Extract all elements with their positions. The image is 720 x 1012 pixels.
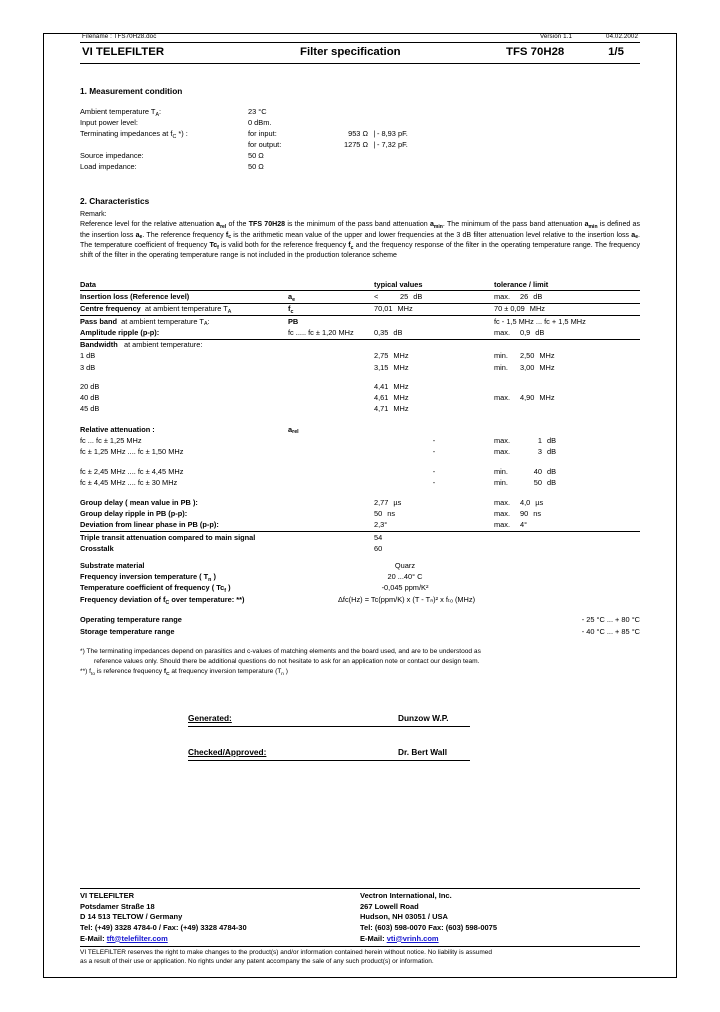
company-name: VI TELEFILTER — [82, 46, 165, 59]
disclaimer-line-2: as a result of their use or application. No rights under any patent accompany the sale of any such product(s) or information. — [80, 958, 434, 966]
table-row — [80, 543, 640, 554]
symbol-ae: $a_e$ — [135, 231, 143, 241]
input-power-value: 0 dBm. — [248, 118, 272, 128]
storage-temperature-value: - 40 °C ... + 85 °C — [581, 626, 640, 636]
table-row — [80, 466, 640, 477]
bandwidth-label: Bandwidth at ambient temperature: — [80, 339, 288, 351]
rel-att-tolerance-2: max. 3 dB — [494, 447, 557, 457]
characteristics-table — [80, 279, 640, 554]
storage-temperature-label: Storage temperature range — [80, 626, 175, 636]
table-row — [80, 161, 640, 172]
bandwidth-45db-typical: 4,71 MHz — [374, 404, 409, 414]
pass-band-symbol: PB — [288, 316, 374, 328]
checked-signature-line — [188, 758, 470, 761]
measurement-condition-table — [80, 107, 640, 172]
generated-value: Dunzow W.P. — [398, 712, 449, 723]
amplitude-ripple-tolerance: max. 0,9 dB — [494, 328, 545, 338]
footer-right-email-link[interactable]: vti@vrinh.com — [386, 933, 439, 943]
symbol-fc-footnote: $f_C$ — [163, 667, 170, 677]
terminating-input-separator: | — [373, 129, 376, 139]
input-power-label: Input power level: — [80, 118, 138, 128]
remark-text-d: . The minimum of the pass band attenuation — [442, 221, 585, 229]
table-row — [80, 415, 640, 424]
table-row — [80, 571, 640, 582]
terminating-input-impedance: 953 Ω — [348, 129, 368, 139]
rel-att-typical-4: - — [432, 477, 436, 487]
insertion-loss-symbol: $a_e$ — [288, 291, 374, 303]
table-row — [80, 316, 640, 328]
remark-part-number: TFS 70H28 — [248, 221, 286, 229]
rel-att-typical-3: - — [432, 466, 436, 476]
footer-right-city: Hudson, NH 03051 / USA — [360, 912, 448, 922]
terminating-output-impedance: 1275 Ω — [343, 140, 368, 150]
rel-att-typical-1: - — [432, 435, 436, 445]
table-row — [80, 531, 640, 543]
table-row — [80, 477, 640, 488]
footer-left-name: VI TELEFILTER — [80, 891, 135, 900]
frequency-inversion-label: Frequency inversion temperature ( $T_n$ ) — [80, 572, 216, 583]
footer-right-name: Vectron International, Inc. — [360, 891, 452, 900]
triple-transit-value: 54 — [374, 531, 494, 543]
bandwidth-40db-label: 40 dB — [80, 393, 100, 403]
section2-heading: 2. Characteristics — [80, 195, 150, 206]
source-impedance-label: Source impedance: — [80, 150, 144, 160]
pass-band-label: Pass band at ambient temperature $T_A$: — [80, 316, 288, 328]
footer-left-city: D 14 513 TELTOW / Germany — [80, 912, 183, 922]
bandwidth-1db-tolerance: min. 2,50 MHz — [494, 351, 555, 361]
remark-text-c: is the minimum of the pass band attenuation — [285, 221, 430, 229]
footer-left-tel: Tel: (+49) 3328 4784-0 / Fax: (+49) 3328 4784-30 — [80, 922, 247, 932]
group-delay-ripple-tolerance: max. 90 ns — [494, 509, 542, 519]
frequency-deviation-label: Frequency deviation of $f_C$ over temperature: **) — [80, 594, 245, 606]
table-row — [80, 583, 640, 594]
footer-right-email-row — [360, 934, 640, 945]
column-header-tolerance: tolerance / limit — [494, 279, 549, 289]
bandwidth-3db-tolerance: min. 3,00 MHz — [494, 362, 555, 372]
terminating-impedance-label: Terminating impedances at $f_C$ *) : — [80, 129, 188, 140]
bandwidth-3db-label: 3 dB — [80, 362, 96, 372]
terminating-output-label: for output: — [248, 140, 282, 150]
bandwidth-3db-typical: 3,15 MHz — [374, 362, 409, 372]
terminating-input-label: for input: — [248, 129, 277, 139]
symbol-fc-2: $f_c$ — [348, 241, 354, 251]
pass-band-tolerance: fᴄ - 1,5 MHz ... fᴄ + 1,5 MHz — [494, 316, 640, 328]
symbol-amin-2: $a_{min}$ — [584, 221, 598, 231]
table-row — [80, 327, 640, 339]
bandwidth-1db-typical: 2,75 MHz — [374, 351, 409, 361]
footer-addresses — [80, 889, 640, 944]
rel-att-range-4: fᴄ ± 4,45 MHz .... fᴄ ± 30 MHz — [80, 477, 178, 487]
remark-label: Remark: — [80, 211, 107, 219]
page-number: 1/5 — [608, 46, 624, 59]
triple-transit-label: Triple transit attenuation compared to main signal — [80, 531, 374, 543]
bandwidth-45db-label: 45 dB — [80, 404, 100, 414]
symbol-amin: $a_{min}$ — [429, 221, 443, 231]
centre-frequency-label: Centre frequency at ambient temperature $T_A$ — [80, 303, 288, 315]
table-row — [80, 362, 640, 373]
table-row — [80, 392, 640, 403]
rel-att-tolerance-4: min. 50 dB — [494, 477, 557, 487]
centre-frequency-tolerance: 70 ± 0,09 MHz — [494, 303, 640, 315]
table-row — [80, 373, 640, 381]
column-header-data: Data — [80, 279, 97, 289]
footer-right-tel: Tel: (603) 598-0070 Fax: (603) 598-0075 — [360, 922, 498, 932]
footer-address-left — [80, 891, 360, 944]
symbol-tcf: $Tc_f$ — [209, 241, 219, 251]
footer-right-street: 267 Lowell Road — [360, 901, 419, 911]
group-delay-typical: 2,77 µs — [374, 498, 402, 508]
table-row — [80, 594, 640, 605]
part-number: TFS 70H28 — [506, 46, 565, 59]
table-row — [80, 560, 640, 571]
table-row — [80, 424, 640, 435]
footer-left-email-row — [80, 934, 360, 945]
checked-row — [80, 747, 640, 758]
table-row — [80, 303, 640, 315]
temperature-coefficient-label: Temperature coefficient of frequency ( $Tc_f$ ) — [80, 583, 231, 595]
remark-text-g: is the arithmetic mean value of the upper and lower frequencies at the 3 dB filter attenuation level relative to the insertion loss — [231, 231, 632, 239]
amplitude-ripple-label: Amplitude ripple (p-p): — [80, 328, 160, 338]
footer-right-email-label: E-Mail: — [360, 933, 385, 943]
insertion-loss-typical: < 25 dB — [374, 291, 494, 303]
table-row — [80, 520, 640, 532]
table-row — [80, 118, 640, 129]
operating-temperature-label: Operating temperature range — [80, 615, 182, 625]
disclaimer-line-1: VI TELEFILTER reserves the right to make changes to the product(s) and/or information contained herein without notice. No liability is assumed — [80, 949, 492, 957]
rel-att-tolerance-1: max. 1 dB — [494, 435, 557, 445]
frequency-deviation-formula: Δfᴄ(Hz) = Tc(ppm/K) x (T - Tₙ)² x fₜₒ (MHz) — [338, 594, 476, 604]
centre-frequency-typical: 70,01 MHz — [374, 303, 494, 315]
table-row — [80, 626, 640, 637]
table-row — [80, 509, 640, 520]
remark-paragraph — [80, 220, 640, 261]
linear-phase-typical: 2,3° — [374, 520, 388, 530]
document-header-meta — [80, 33, 640, 42]
terminating-output-separator: | — [373, 140, 376, 150]
group-delay-tolerance: max. 4,0 µs — [494, 498, 544, 508]
table-row — [80, 107, 640, 118]
document-header-main — [80, 44, 640, 62]
rel-att-tolerance-3: min. 40 dB — [494, 466, 557, 476]
date-label: 04.02.2002 — [606, 33, 638, 40]
generated-row — [80, 713, 640, 724]
table-row — [80, 339, 640, 351]
footnote-1-line-1: *) The terminating impedances depend on parasitics and c-values of matching elements and the board used, and are to be understood as — [80, 648, 481, 656]
crosstalk-label: Crosstalk — [80, 543, 114, 553]
table-row — [80, 129, 640, 140]
rel-att-range-3: fᴄ ± 2,45 MHz .... fᴄ ± 4,45 MHz — [80, 466, 184, 476]
table-row — [80, 488, 640, 497]
group-delay-ripple-typical: 50 ns — [374, 509, 396, 519]
version-label: Version 1.1 — [539, 33, 573, 40]
disclaimer — [80, 947, 640, 966]
footnote-2: **) $f_{to}$ is reference frequency $f_C$ at frequency inversion temperature ($T_n$ ) — [80, 667, 288, 677]
insertion-loss-tolerance: max. 26 dB — [494, 291, 640, 303]
bandwidth-20db-typical: 4,41 MHz — [374, 381, 409, 391]
table-row — [80, 140, 640, 151]
substrate-table — [80, 560, 640, 637]
rel-att-range-1: fᴄ ... fᴄ ± 1,25 MHz — [80, 435, 142, 445]
load-impedance-value: 50 Ω — [248, 161, 264, 171]
bandwidth-1db-label: 1 dB — [80, 351, 96, 361]
bandwidth-40db-typical: 4,61 MHz — [374, 393, 409, 403]
symbol-ae-2: $a_e$ — [631, 231, 639, 241]
bandwidth-20db-label: 20 dB — [80, 381, 100, 391]
footer-address-right — [360, 891, 640, 944]
table-row — [80, 351, 640, 362]
document-body — [80, 33, 640, 761]
footer-left-email-link[interactable]: tft@telefilter.com — [106, 933, 168, 943]
table-row — [80, 404, 640, 415]
substrate-material-value: Quarz — [394, 560, 416, 570]
insertion-loss-label: Insertion loss (Reference level) — [80, 291, 288, 303]
table-header-row — [80, 279, 640, 291]
remark-text-f: . The reference frequency — [142, 231, 226, 239]
rel-att-range-2: fᴄ ± 1,25 MHz .... fᴄ ± 1,50 MHz — [80, 447, 184, 457]
relative-attenuation-symbol: $a_{rel}$ — [288, 424, 299, 436]
crosstalk-value: 60 — [374, 543, 383, 553]
load-impedance-label: Load impedance: — [80, 161, 137, 171]
linear-phase-label: Deviation from linear phase in PB (p-p): — [80, 520, 219, 530]
footnote-1-line-2: reference values only. Should there be additional questions do not hesitate to ask for an application note or contact our design team. — [94, 658, 480, 666]
checked-value: Dr. Bert Wall — [398, 747, 448, 757]
footer-left-email-label: E-Mail: — [80, 933, 105, 943]
table-row — [80, 615, 640, 626]
amplitude-ripple-range: fᴄ ..... fᴄ ± 1,20 MHz — [288, 328, 354, 338]
column-header-typical: typical values — [374, 279, 423, 289]
footnotes — [80, 647, 640, 677]
remark-text-b: of the — [226, 221, 249, 229]
table-row — [80, 497, 640, 508]
footer-left-street: Potsdamer Straße 18 — [80, 901, 155, 911]
page-title: Filter specification — [300, 46, 401, 59]
terminating-input-capacitance: - 8,93 pF. — [377, 129, 408, 139]
table-row — [80, 447, 640, 458]
document-footer — [80, 888, 640, 966]
checked-label: Checked/Approved: — [188, 747, 267, 757]
table-row — [80, 150, 640, 161]
generated-label: Generated: — [188, 712, 232, 723]
section1-heading: 1. Measurement condition — [80, 85, 183, 96]
table-row — [80, 291, 640, 303]
table-row — [80, 381, 640, 392]
filename-label: Filename : TFS70H28.doc — [82, 33, 157, 40]
substrate-material-label: Substrate material — [80, 560, 145, 570]
remark-text-a: Reference level for the relative attenuation — [80, 221, 217, 229]
remark-text-j: and the frequency response of the filter in the operating temperature range. The frequency shift of the filter in the operating temperature range is not included in the production tolerance scheme — [80, 241, 640, 259]
linear-phase-tolerance: max. 4° — [494, 520, 528, 530]
ambient-temperature-label: Ambient temperature $T_A$: — [80, 107, 162, 119]
ambient-temperature-value: 23 °C — [248, 107, 267, 117]
frequency-inversion-value: 20 ...40° C — [387, 572, 423, 582]
table-row — [80, 435, 640, 446]
temperature-coefficient-value: -0,045 ppm/K² — [381, 583, 429, 593]
group-delay-ripple-label: Group delay ripple in PB (p-p): — [80, 509, 188, 519]
amplitude-ripple-typical: 0,35 dB — [374, 328, 403, 338]
centre-frequency-symbol: $f_c$ — [288, 303, 374, 315]
source-impedance-value: 50 Ω — [248, 150, 264, 160]
group-delay-label: Group delay ( mean value in PB ): — [80, 498, 198, 508]
table-row — [80, 458, 640, 466]
terminating-output-capacitance: - 7,32 pF. — [377, 140, 408, 150]
remark-text-i: is valid both for the reference frequency — [218, 241, 349, 249]
bandwidth-40db-tolerance: max. 4,90 MHz — [494, 393, 555, 403]
remark-text-e: is defined as the insertion loss — [80, 221, 640, 239]
symbol-arel: $a_{rel}$ — [216, 221, 227, 231]
symbol-fc: $f_c$ — [225, 231, 232, 241]
remark-text-h: . The temperature coefficient of frequency — [80, 231, 640, 249]
rel-att-typical-2: - — [432, 447, 436, 457]
header-rule-top — [80, 42, 640, 43]
table-row — [80, 606, 640, 615]
relative-attenuation-label: Relative attenuation : — [80, 424, 155, 434]
operating-temperature-value: - 25 °C ... + 80 °C — [581, 615, 640, 625]
